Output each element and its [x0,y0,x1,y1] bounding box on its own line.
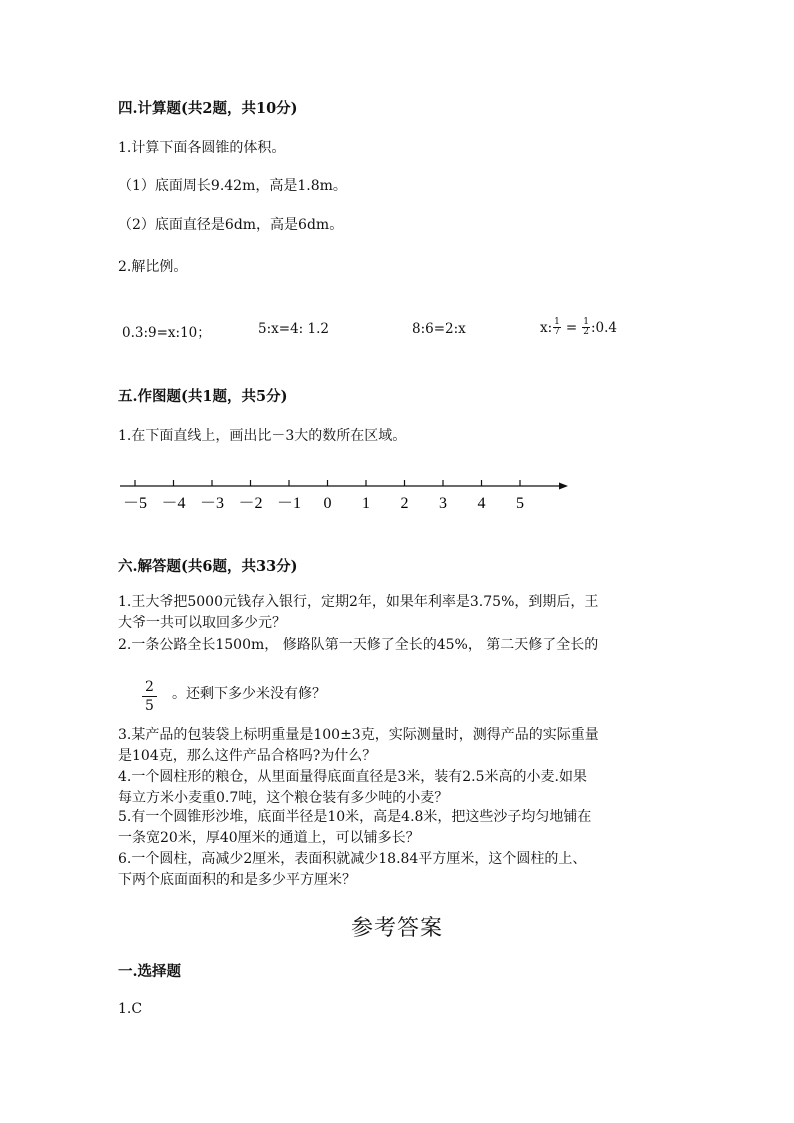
proportion-equation-2: 5:x=4: 1.2 [258,321,329,337]
number-line-tick-label: 5 [516,495,524,512]
number-line [110,470,580,520]
number-line-tick-label: 2 [400,495,409,512]
question-6-2-fraction-numerator: 2 [142,678,157,697]
eq4-fraction-1-denominator: 7 [554,327,560,337]
question-6-5-line-1: 5.有一个圆锥形沙堆，底面半径是10米，高是4.8米，把这些沙子均匀地铺在 [118,809,592,825]
question-6-2-line-1: 2.一条公路全长1500m， 修路队第一天修了全长的45%， 第二天修了全长的 [118,637,599,653]
question-6-3-line-2: 是104克，那么这件产品合格吗?为什么？ [118,748,377,764]
question-6-3-line-1: 3.某产品的包装袋上标明重量是100±3克，实际测量时，测得产品的实际重量 [118,727,599,743]
number-line-tick-label: －1 [276,495,302,512]
eq4-fraction-1-numerator: 1 [554,317,560,327]
question-4-1-item-1: （1）底面周长9.42m，高是1.8m。 [118,178,347,194]
eq4-prefix: x: [540,319,553,336]
number-line-tick-label: 1 [362,495,370,512]
question-6-2-line-2: 。还剩下多少米没有修？ [172,686,326,702]
number-line-tick-label: －2 [238,495,263,512]
number-line-tick-label: 4 [477,495,486,512]
number-line-tick-label: －4 [161,495,186,512]
question-6-2-fraction-denominator: 5 [145,698,154,714]
question-4-1-prompt: 1.计算下面各圆锥的体积。 [118,140,286,156]
question-6-4-line-1: 4.一个圆柱形的粮仓，从里面量得底面直径是3米，装有2.5米高的小麦.如果 [118,769,587,785]
eq4-fraction-2-numerator: 1 [583,317,589,327]
answer-section-1-heading: 一.选择题 [118,963,182,980]
question-6-5-line-2: 一条宽20米，厚40厘米的通道上，可以铺多长？ [118,830,420,846]
eq4-fraction-2 [582,318,590,337]
proportion-equation-4 [540,318,617,337]
number-line-arrow [559,483,568,490]
eq4-equals: = [565,319,578,336]
eq4-fraction-1 [553,318,561,337]
question-6-4-line-2: 每立方米小麦重0.7吨，这个粮仓装有多少吨的小麦？ [118,790,449,806]
number-line-ticks [123,480,524,512]
question-6-6-line-2: 下两个底面面积的和是多少平方厘米？ [118,872,356,888]
question-6-1-line-1: 1.王大爷把5000元钱存入银行，定期2年，如果年利率是3.75%，到期后，王 [118,594,599,610]
section-5-heading: 五.作图题(共1题，共5分) [118,388,288,405]
question-6-2-fraction [142,678,157,715]
question-6-6-line-1: 6.一个圆柱，高减少2厘米，表面积就减少18.84平方厘米，这个圆柱的上、 [118,851,587,867]
proportion-equation-1: 0.3:9=x:10； [122,325,211,341]
number-line-tick-label: 3 [439,495,447,512]
question-4-1-item-2: （2）底面直径是6dm，高是6dm。 [118,217,344,233]
question-5-1-prompt: 1.在下面直线上，画出比－3大的数所在区域。 [118,428,407,444]
question-6-1-line-2: 大爷一共可以取回多少元？ [118,615,286,631]
number-line-tick-label: －3 [199,495,225,512]
eq4-fraction-2-denominator: 2 [583,327,589,337]
eq4-suffix: :0.4 [590,319,617,336]
answer-1: 1.C [118,1001,143,1017]
section-4-heading: 四.计算题(共2题，共10分) [118,100,298,117]
answer-key-title: 参考答案 [350,916,443,941]
number-line-tick-label: 0 [323,495,332,512]
number-line-tick-label: －5 [122,495,148,512]
section-6-heading: 六.解答题(共6题，共33分) [118,558,298,575]
proportion-equation-3: 8:6=2:x [412,321,466,337]
question-4-2-prompt: 2.解比例。 [118,259,188,275]
